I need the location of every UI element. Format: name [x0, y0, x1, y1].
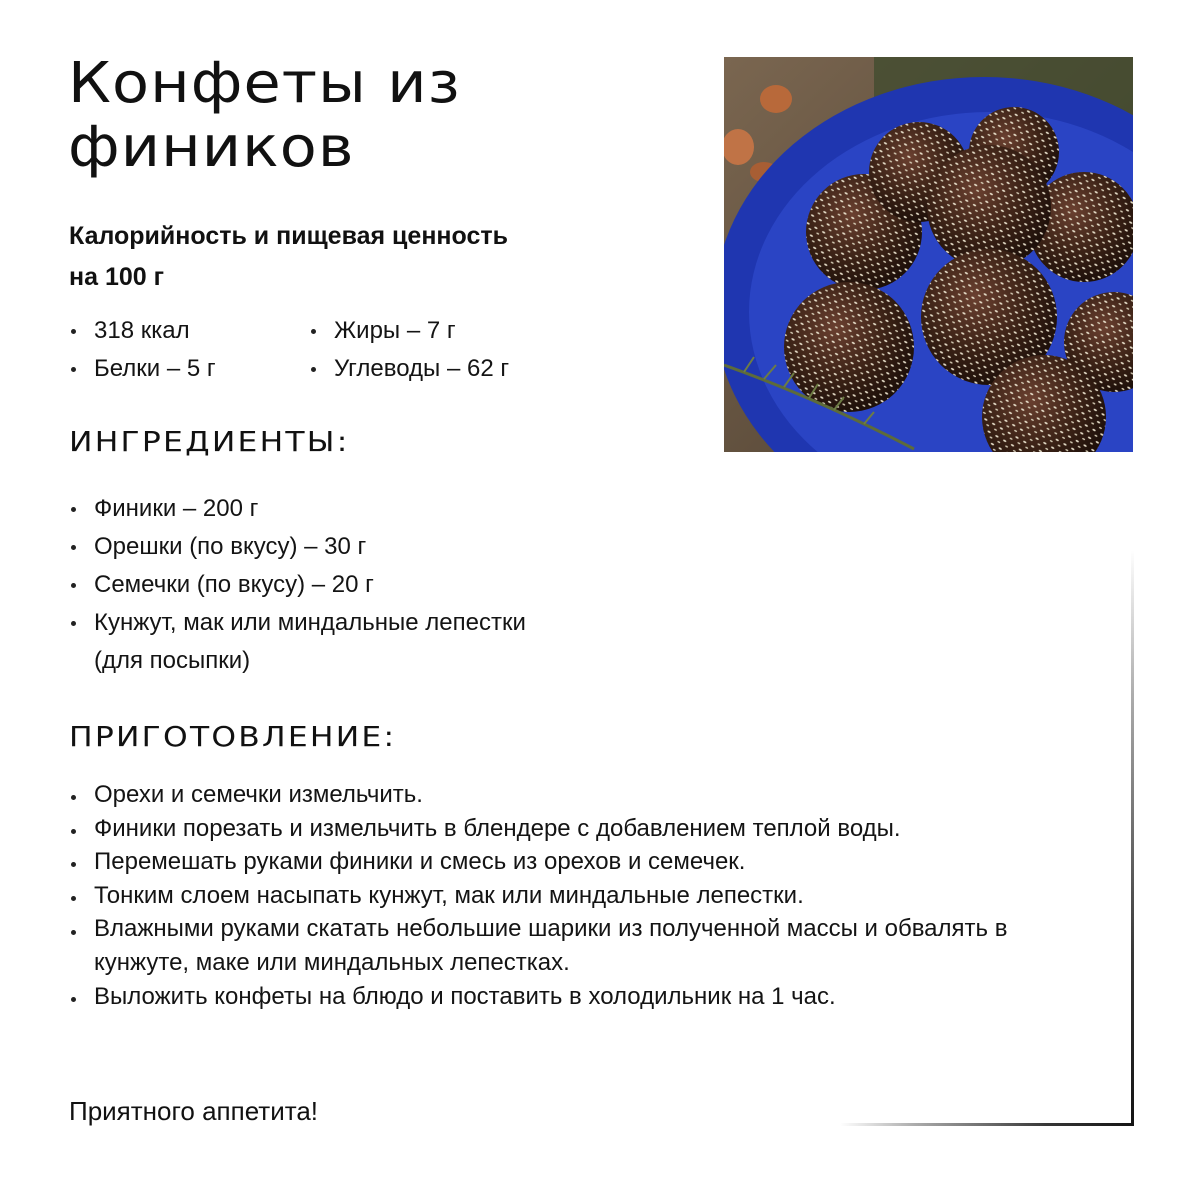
date-candies-image	[724, 57, 1133, 452]
preparation-step: Влажными руками скатать небольшие шарики из полученной массы и обвалять в кунжуте, маке или миндальных лепестках.	[68, 912, 1044, 979]
ingredients-list	[68, 490, 548, 680]
ingredient-item: Орешки (по вкусу) – 30 г	[68, 528, 548, 566]
decorative-corner-vertical	[1131, 550, 1134, 1126]
closing-message: Приятного аппетита!	[69, 1096, 319, 1126]
recipe-photo	[724, 57, 1133, 452]
nutrition-heading-line-2: на 100 г	[69, 263, 165, 291]
preparation-step: Тонким слоем насыпать кунжут, мак или миндальные лепестки.	[68, 879, 1068, 913]
nutrition-heading	[69, 216, 669, 298]
preparation-step: Орехи и семечки измельчить.	[68, 778, 1068, 812]
ingredient-item: Кунжут, мак или миндальные лепестки (для посыпки)	[68, 604, 548, 680]
preparation-step: Выложить конфеты на блюдо и поставить в холодильник на 1 час.	[68, 980, 1068, 1014]
nutrition-item-protein: Белки – 5 г	[68, 350, 216, 388]
nutrition-item-fat: Жиры – 7 г	[308, 312, 509, 350]
nutrition-column-2	[308, 312, 509, 388]
preparation-heading: ПРИГОТОВЛЕНИЕ:	[69, 720, 397, 753]
preparation-step: Перемешать руками финики и смесь из орехов и семечек.	[68, 845, 1068, 879]
ingredient-item: Финики – 200 г	[68, 490, 548, 528]
recipe-title	[68, 52, 716, 180]
title-line-1: Конфеты из	[68, 51, 461, 116]
nutrition-heading-line-1: Калорийность и пищевая ценность	[69, 222, 508, 250]
nutrition-item-carbs: Углеводы – 62 г	[308, 350, 509, 388]
preparation-step: Финики порезать и измельчить в блендере с добавлением теплой воды.	[68, 812, 1068, 846]
preparation-steps	[68, 778, 1068, 1013]
nutrition-item-calories: 318 ккал	[68, 312, 216, 350]
ingredient-item: Семечки (по вкусу) – 20 г	[68, 566, 548, 604]
ingredients-heading: ИНГРЕДИЕНТЫ:	[69, 425, 350, 458]
title-line-2: фиников	[68, 115, 355, 180]
decorative-corner-horizontal	[840, 1123, 1134, 1126]
nutrition-column-1	[68, 312, 216, 388]
